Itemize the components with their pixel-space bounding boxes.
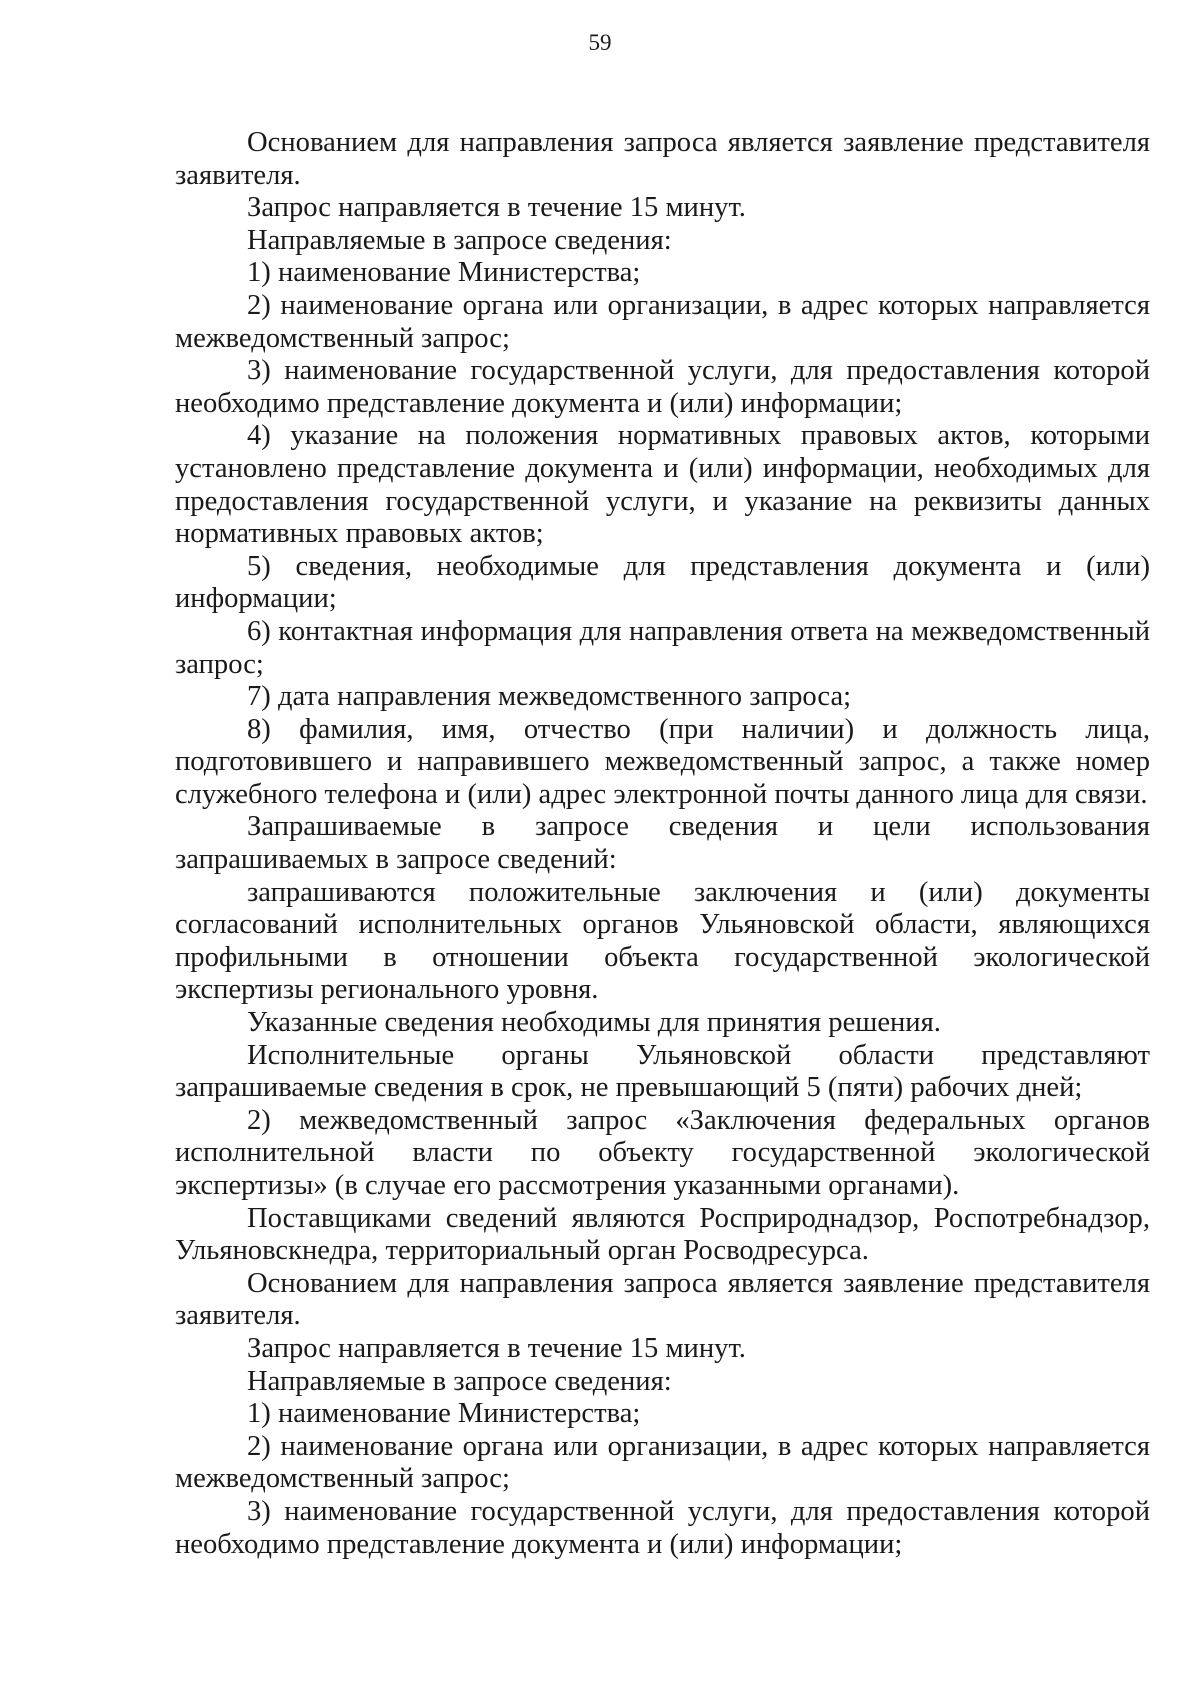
paragraph: Запрашиваемые в запросе сведения и цели использования запрашиваемых в запросе сведений: [175, 811, 1150, 876]
paragraph: Основанием для направления запроса является заявление представителя заявителя. [175, 127, 1150, 191]
paragraph: Запрос направляется в течение 15 минут. [247, 1332, 746, 1364]
paragraph: Направляемые в запросе сведения: [247, 224, 672, 256]
paragraph: Запрос направляется в течение 15 минут. [247, 192, 746, 224]
paragraph: Исполнительные органы Ульяновской области представляют запрашиваемые сведения в срок, не превышающий 5 (пяти) рабочих дней; [175, 1039, 1150, 1104]
list-item: 3) наименование государственной услуги, для предоставления которой необходимо представление документа и (или) информации; [175, 355, 1150, 419]
list-item: 3) наименование государственной услуги, для предоставления которой необходимо представление документа и (или) информации; [175, 1495, 1150, 1560]
list-item: 1) наименование Министерства; [247, 257, 641, 289]
list-item: 2) наименование органа или организации, в адрес которых направляется межведомственный запрос; [175, 1430, 1150, 1495]
list-item: 8) фамилия, имя, отчество (при наличии) и должность лица, подготовившего и направившего межведомственный запрос, а также номер служебного телефона и (или) адрес электронной почты данного лица для связи. [175, 713, 1150, 810]
paragraph: Основанием для направления запроса является заявление представителя заявителя. [175, 1267, 1150, 1332]
list-item: 6) контактная информация для направления ответа на межведомственный запрос; [175, 615, 1150, 680]
list-item: 5) сведения, необходимые для представления документа и (или) информации; [175, 550, 1150, 615]
paragraph: Указанные сведения необходимы для принятия решения. [247, 1007, 941, 1039]
list-item: 2) межведомственный запрос «Заключения федеральных органов исполнительной власти по объекту государственной экологической экспертизы» (в случае его рассмотрения указанными органами). [175, 1104, 1150, 1201]
paragraph: Направляемые в запросе сведения: [247, 1365, 672, 1397]
paragraph: запрашиваются положительные заключения и (или) документы согласований исполнительных органов Ульяновской области, являющихся профильными в отношении объекта государственной экологической экспертизы регионального уровня. [175, 876, 1150, 1006]
page-number: 59 [588, 30, 612, 55]
paragraph: Поставщиками сведений являются Росприроднадзор, Роспотребнадзор, Ульяновскнедра, территориальный орган Росводресурса. [175, 1202, 1150, 1267]
document-body [175, 127, 1150, 1561]
list-item: 4) указание на положения нормативных правовых актов, которыми установлено представление документа и (или) информации, необходимых для предоставления государственной услуги, и указание на реквизиты данных нормативных правовых актов; [175, 420, 1150, 550]
list-item: 1) наименование Министерства; [247, 1398, 641, 1430]
list-item: 7) дата направления межведомственного запроса; [247, 681, 852, 713]
list-item: 2) наименование органа или организации, в адрес которых направляется межведомственный запрос; [175, 289, 1150, 354]
